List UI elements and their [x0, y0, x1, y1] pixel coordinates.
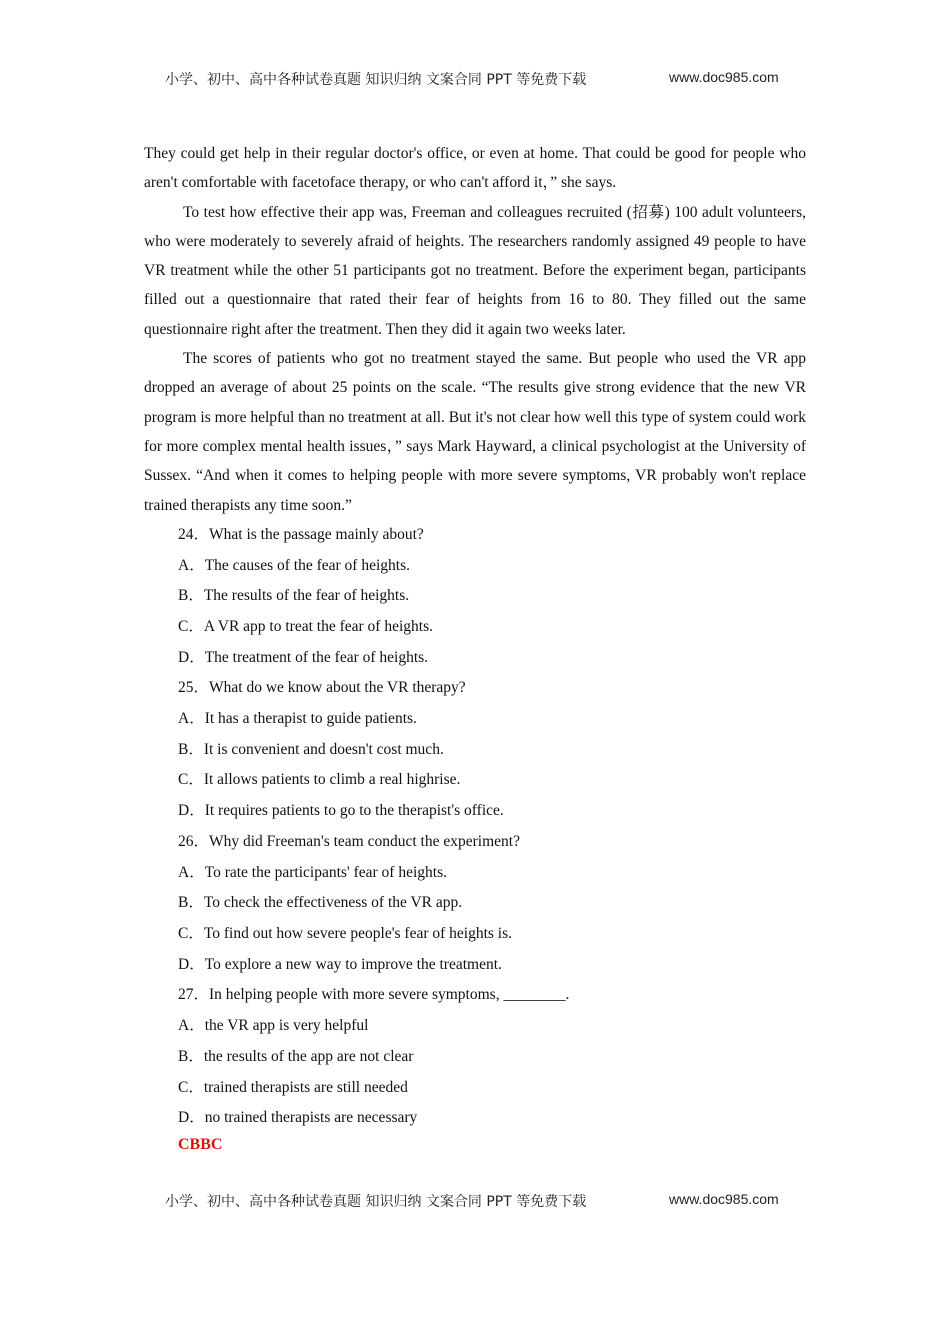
- option-d: D．It requires patients to go to the therapist's office.: [178, 802, 504, 820]
- option-a: A．To rate the participants' fear of heights.: [178, 863, 447, 881]
- option-c: C．To find out how severe people's fear of heights is.: [178, 925, 513, 942]
- option-a: A．It has a therapist to guide patients.: [178, 710, 417, 728]
- option-d: D．The treatment of the fear of heights.: [178, 648, 429, 666]
- question-25: [144, 673, 806, 827]
- passage-paragraph: To test how effective their app was, Freeman and colleagues recruited (招募) 100 adult volunteers, who were moderately to severely afraid of heights. The researchers randomly assigned 49 people to have VR treatment while the other 51 participants got no treatment. Before the experiment began, participants filled out a questionnaire that rated their fear of heights from 16 to 80. They filled out the same questionnaire right after the treatment. Then they did it again two weeks later.: [144, 203, 806, 338]
- question-24: [144, 520, 806, 674]
- header-text: 小学、初中、高中各种试卷真题 知识归纳 文案合同 PPT 等免费下载: [165, 72, 587, 88]
- question-stem: 24．What is the passage mainly about?: [178, 525, 424, 543]
- question-stem: 26．Why did Freeman's team conduct the experiment?: [178, 832, 520, 850]
- document-body: [144, 139, 806, 1158]
- footer-text: 小学、初中、高中各种试卷真题 知识归纳 文案合同 PPT 等免费下载: [165, 1194, 587, 1210]
- header-site-link[interactable]: www.doc985.com: [669, 69, 779, 85]
- option-b: B．the results of the app are not clear: [178, 1047, 414, 1065]
- option-a: A．The causes of the fear of heights.: [178, 556, 410, 574]
- option-c: C．A VR app to treat the fear of heights.: [178, 617, 433, 635]
- question-26: [144, 827, 806, 981]
- answer-key: CBBC: [178, 1135, 223, 1153]
- option-b: B．To check the effectiveness of the VR app.: [178, 894, 463, 912]
- option-b: B．It is convenient and doesn't cost much.: [178, 740, 444, 758]
- footer-site-link[interactable]: www.doc985.com: [669, 1191, 779, 1207]
- option-b: B．The results of the fear of heights.: [178, 587, 410, 605]
- page-header: [165, 69, 805, 89]
- option-c: C．trained therapists are still needed: [178, 1078, 408, 1096]
- passage-paragraph: The scores of patients who got no treatment stayed the same. But people who used the VR app dropped an average of about 25 points on the scale. “The results give strong evidence that the new VR program is more helpful than no treatment at all. But it's not clear how well this type of system could work for more complex mental health issues，” says Mark Hayward, a clinical psychologist at the University of Sussex. “And when it comes to helping people with more severe symptoms, VR probably won't replace trained therapists any time soon.”: [144, 350, 806, 514]
- question-stem: 25．What do we know about the VR therapy?: [178, 679, 466, 697]
- option-c: C．It allows patients to climb a real highrise.: [178, 771, 461, 789]
- question-stem: 27．In helping people with more severe symptoms, ________.: [178, 986, 570, 1004]
- page-footer: [165, 1191, 805, 1211]
- option-d: D．no trained therapists are necessary: [178, 1109, 418, 1127]
- question-27: [144, 980, 806, 1134]
- option-d: D．To explore a new way to improve the treatment.: [178, 955, 502, 973]
- passage-paragraph: They could get help in their regular doctor's office, or even at home. That could be good for people who aren't comfortable with facetoface therapy, or who can't afford it，” she says.: [144, 145, 806, 192]
- option-a: A．the VR app is very helpful: [178, 1017, 369, 1035]
